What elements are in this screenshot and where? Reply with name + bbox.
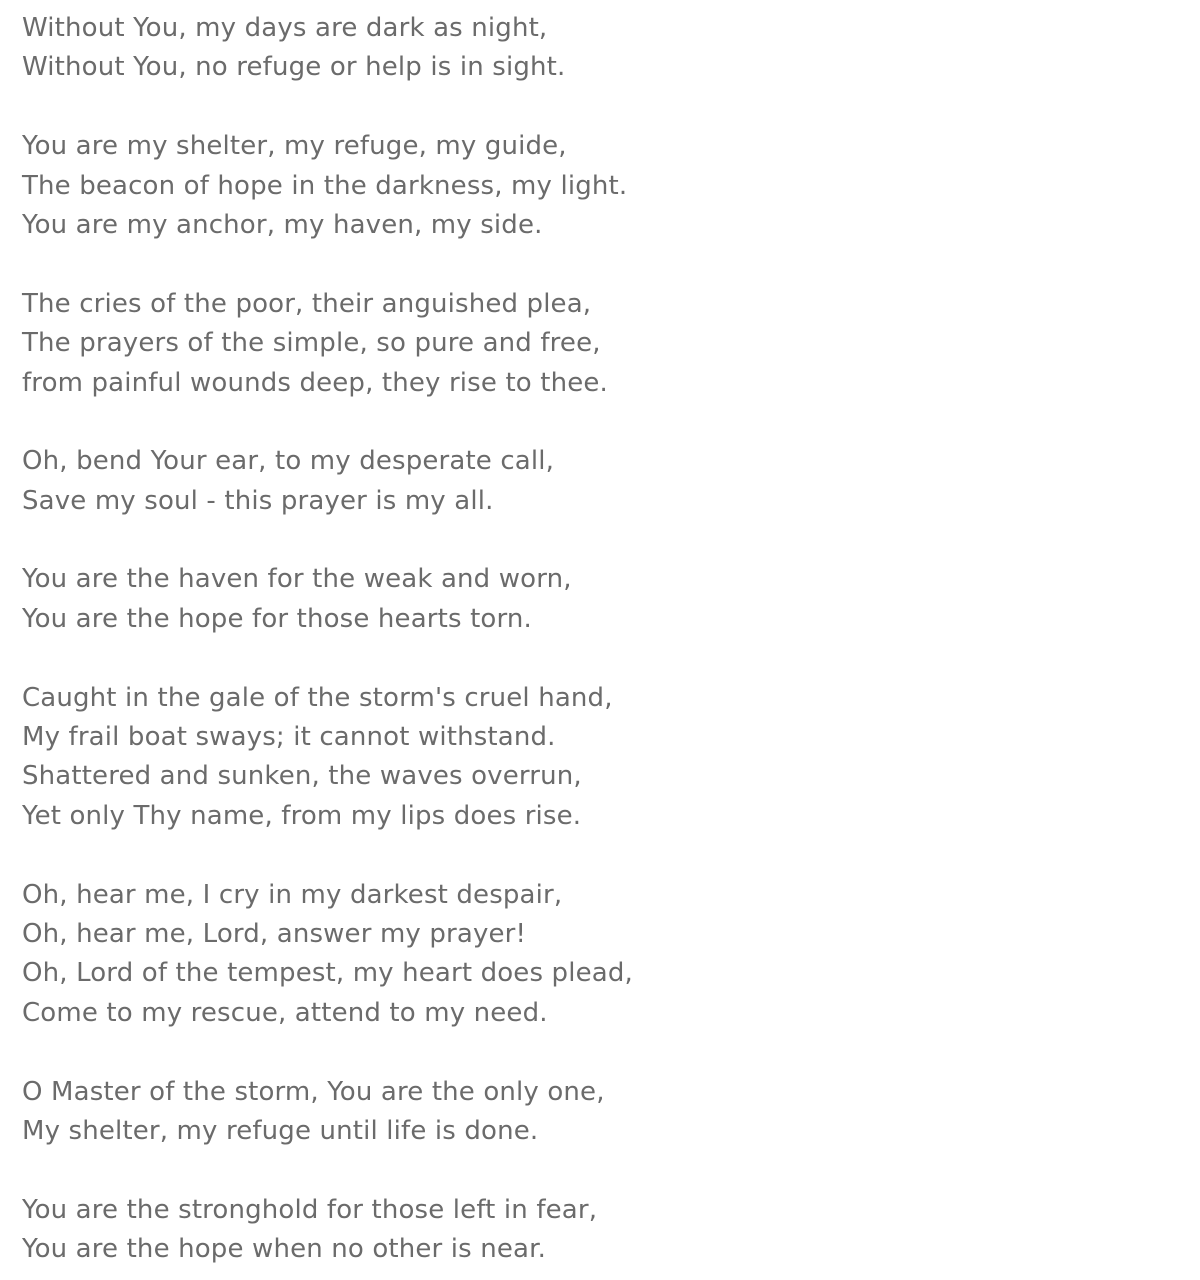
poem-line: You are the haven for the weak and worn, [22, 564, 572, 595]
stanza-4 [22, 442, 1172, 521]
poem-line: Come to my rescue, attend to my need. [22, 997, 548, 1028]
poem-line: My frail boat sways; it cannot withstand. [22, 722, 556, 753]
poem-line: The beacon of hope in the darkness, my light. [22, 170, 628, 201]
stanza-1 [22, 9, 1172, 88]
poem-line: Caught in the gale of the storm's cruel hand, [22, 682, 613, 713]
poem-line: You are the hope when no other is near. [22, 1234, 546, 1265]
poem-line: Yet only Thy name, from my lips does rise. [22, 800, 582, 831]
poem-line: You are the stronghold for those left in fear, [22, 1194, 598, 1225]
stanza-8 [22, 1073, 1172, 1152]
stanza-9 [22, 1191, 1172, 1270]
poem-line: Oh, Lord of the tempest, my heart does plead, [22, 958, 633, 989]
poem-line: You are the hope for those hearts torn. [22, 603, 532, 634]
poem-line: from painful wounds deep, they rise to thee. [22, 367, 608, 398]
poem-line: Without You, no refuge or help is in sight. [22, 52, 566, 83]
stanza-5 [22, 560, 1172, 639]
stanza-6 [22, 679, 1172, 837]
poem-line: Oh, bend Your ear, to my desperate call, [22, 446, 555, 477]
poem-line: You are my anchor, my haven, my side. [22, 209, 543, 240]
poem-line: Without You, my days are dark as night, [22, 13, 548, 43]
poem-line: The prayers of the simple, so pure and free, [22, 328, 601, 359]
poem-line: You are my shelter, my refuge, my guide, [22, 131, 567, 162]
poem-line: Shattered and sunken, the waves overrun, [22, 761, 582, 792]
poem-line: The cries of the poor, their anguished plea, [22, 288, 592, 319]
stanza-7 [22, 876, 1172, 1034]
poem-line: Save my soul - this prayer is my all. [22, 485, 494, 516]
stanza-2 [22, 127, 1172, 245]
poem-line: Oh, hear me, Lord, answer my prayer! [22, 918, 527, 949]
poem-text [22, 9, 1172, 1270]
stanza-3 [22, 285, 1172, 403]
poem-line: O Master of the storm, You are the only one, [22, 1076, 605, 1107]
poem-line: My shelter, my refuge until life is done. [22, 1115, 539, 1146]
poem-line: Oh, hear me, I cry in my darkest despair, [22, 879, 563, 910]
